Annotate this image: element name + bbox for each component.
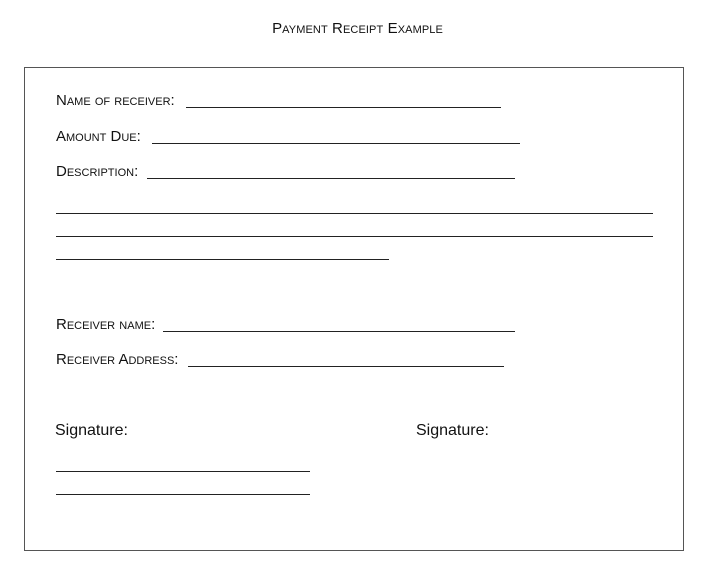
amount-due-field[interactable] <box>152 143 520 144</box>
receiver-address-field[interactable] <box>188 366 504 367</box>
document-title: Payment Receipt Example <box>272 20 443 37</box>
signature-line-2[interactable] <box>56 494 310 495</box>
signature-label-left: Signature: <box>55 422 128 439</box>
name-of-receiver-label: Name of receiver: <box>56 92 175 109</box>
amount-due-label: Amount Due: <box>56 128 141 145</box>
name-of-receiver-field[interactable] <box>186 107 501 108</box>
receiver-name-label: Receiver name: <box>56 316 156 333</box>
description-line-1[interactable] <box>56 213 653 214</box>
description-line-3[interactable] <box>56 259 389 260</box>
description-field[interactable] <box>147 178 515 179</box>
receiver-address-label: Receiver Address: <box>56 351 179 368</box>
receiver-name-field[interactable] <box>163 331 515 332</box>
description-label: Description: <box>56 163 139 180</box>
description-line-2[interactable] <box>56 236 653 237</box>
signature-line-1[interactable] <box>56 471 310 472</box>
signature-label-right: Signature: <box>416 422 489 439</box>
